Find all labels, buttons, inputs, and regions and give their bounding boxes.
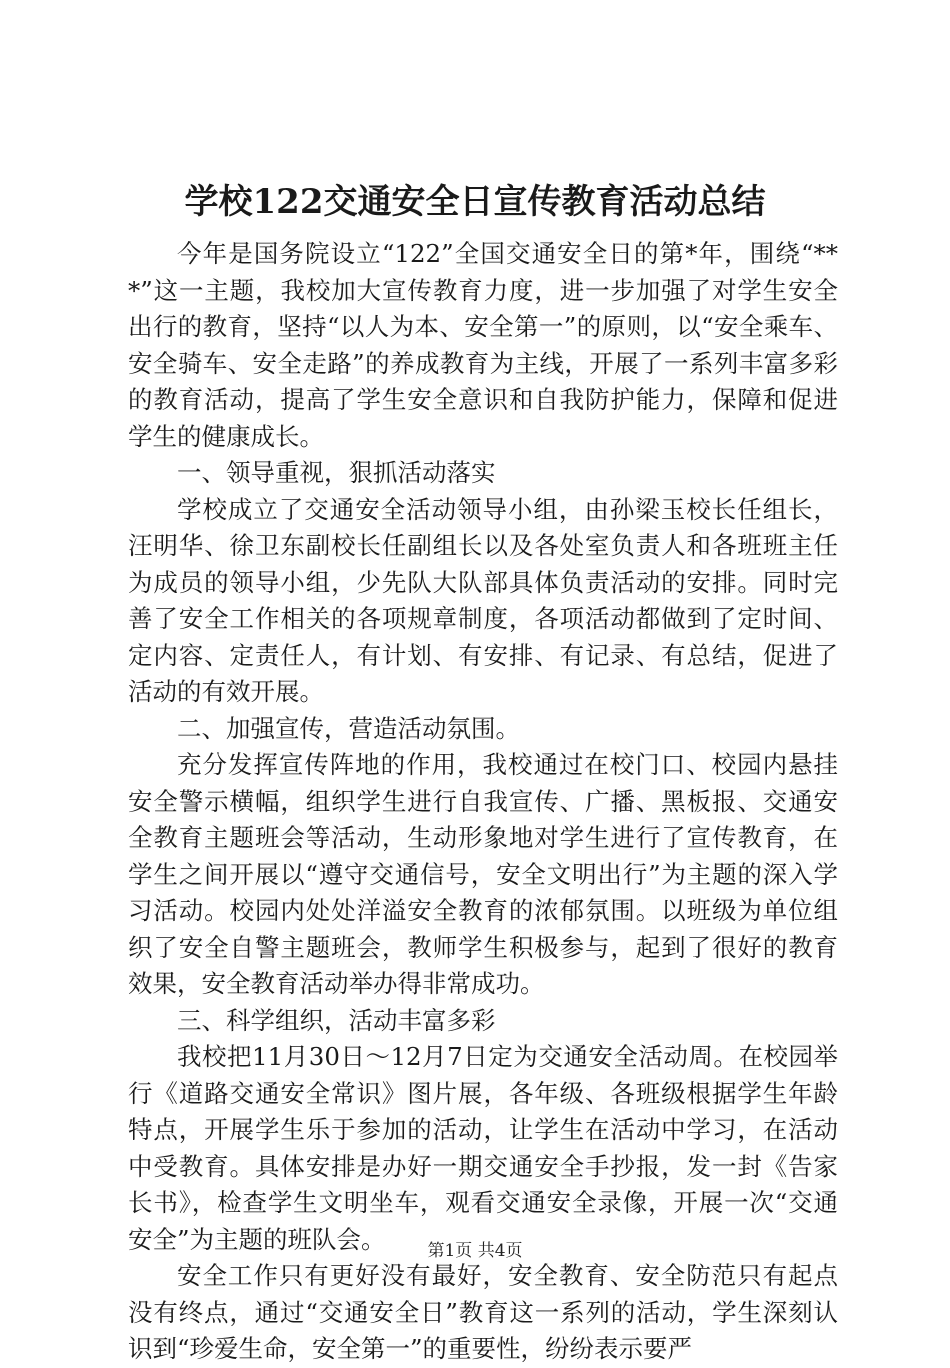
section-heading-1: 一、领导重视，狠抓活动落实: [177, 458, 496, 487]
section-heading-3: 三、科学组织，活动丰富多彩: [177, 1005, 496, 1035]
document-body: [128, 236, 838, 1368]
paragraph-section-1: 学校成立了交通安全活动领导小组，由孙梁玉校长任组长，汪明华、徐卫东副校长任副组长以及各处室负责人和各班班主任为成员的领导小组，少先队大队部具体负责活动的安排。同时完善了安全工作相关的各项规章制度，各项活动都做到了定时间、定内容、定责任人，有计划、有安排、有记录、有总结，促进了活动的有效开展。: [128, 494, 838, 706]
paragraph-intro: 今年是国务院设立“122”全国交通安全日的第*年，围绕“***”这一主题，我校加大宣传教育力度，进一步加强了对学生安全出行的教育，坚持“以人为本、安全第一”的原则，以“安全乘车、安全骑车、安全走路”的养成教育为主线，开展了一系列丰富多彩的教育活动，提高了学生安全意识和自我防护能力，保障和促进学生的健康成长。: [128, 239, 838, 451]
page-number-footer: 第1页 共4页: [427, 1241, 523, 1261]
paragraph-section-2: 充分发挥宣传阵地的作用，我校通过在校门口、校园内悬挂安全警示横幅，组织学生进行自我宣传、广播、黑板报、交通安全教育主题班会等活动，生动形象地对学生进行了宣传教育，在学生之间开展以“遵守交通信号，安全文明出行”为主题的深入学习活动。校园内处处洋溢安全教育的浓郁氛围。以班级为单位组织了安全自警主题班会，教师学生积极参与，起到了很好的教育效果，安全教育活动举办得非常成功。: [128, 750, 838, 998]
paragraph-section-3: 我校把11月30日～12月7日定为交通安全活动周。在校园举行《道路交通安全常识》图片展，各年级、各班级根据学生年龄特点，开展学生乐于参加的活动，让学生在活动中学习，在活动中受教育。具体安排是办好一期交通安全手抄报，发一封《告家长书》，检查学生文明坐车，观看交通安全录像，开展一次“交通安全”为主题的班队会。: [128, 1042, 838, 1254]
section-heading-2: 二、加强宣传，营造活动氛围。: [177, 713, 520, 743]
document-title: 学校122交通安全日宣传教育活动总结: [184, 182, 766, 222]
paragraph-closing: 安全工作只有更好没有最好，安全教育、安全防范只有起点没有终点，通过“交通安全日”教育这一系列的活动，学生深刻认识到“珍爱生命，安全第一”的重要性，纷纷表示要严: [128, 1261, 838, 1363]
